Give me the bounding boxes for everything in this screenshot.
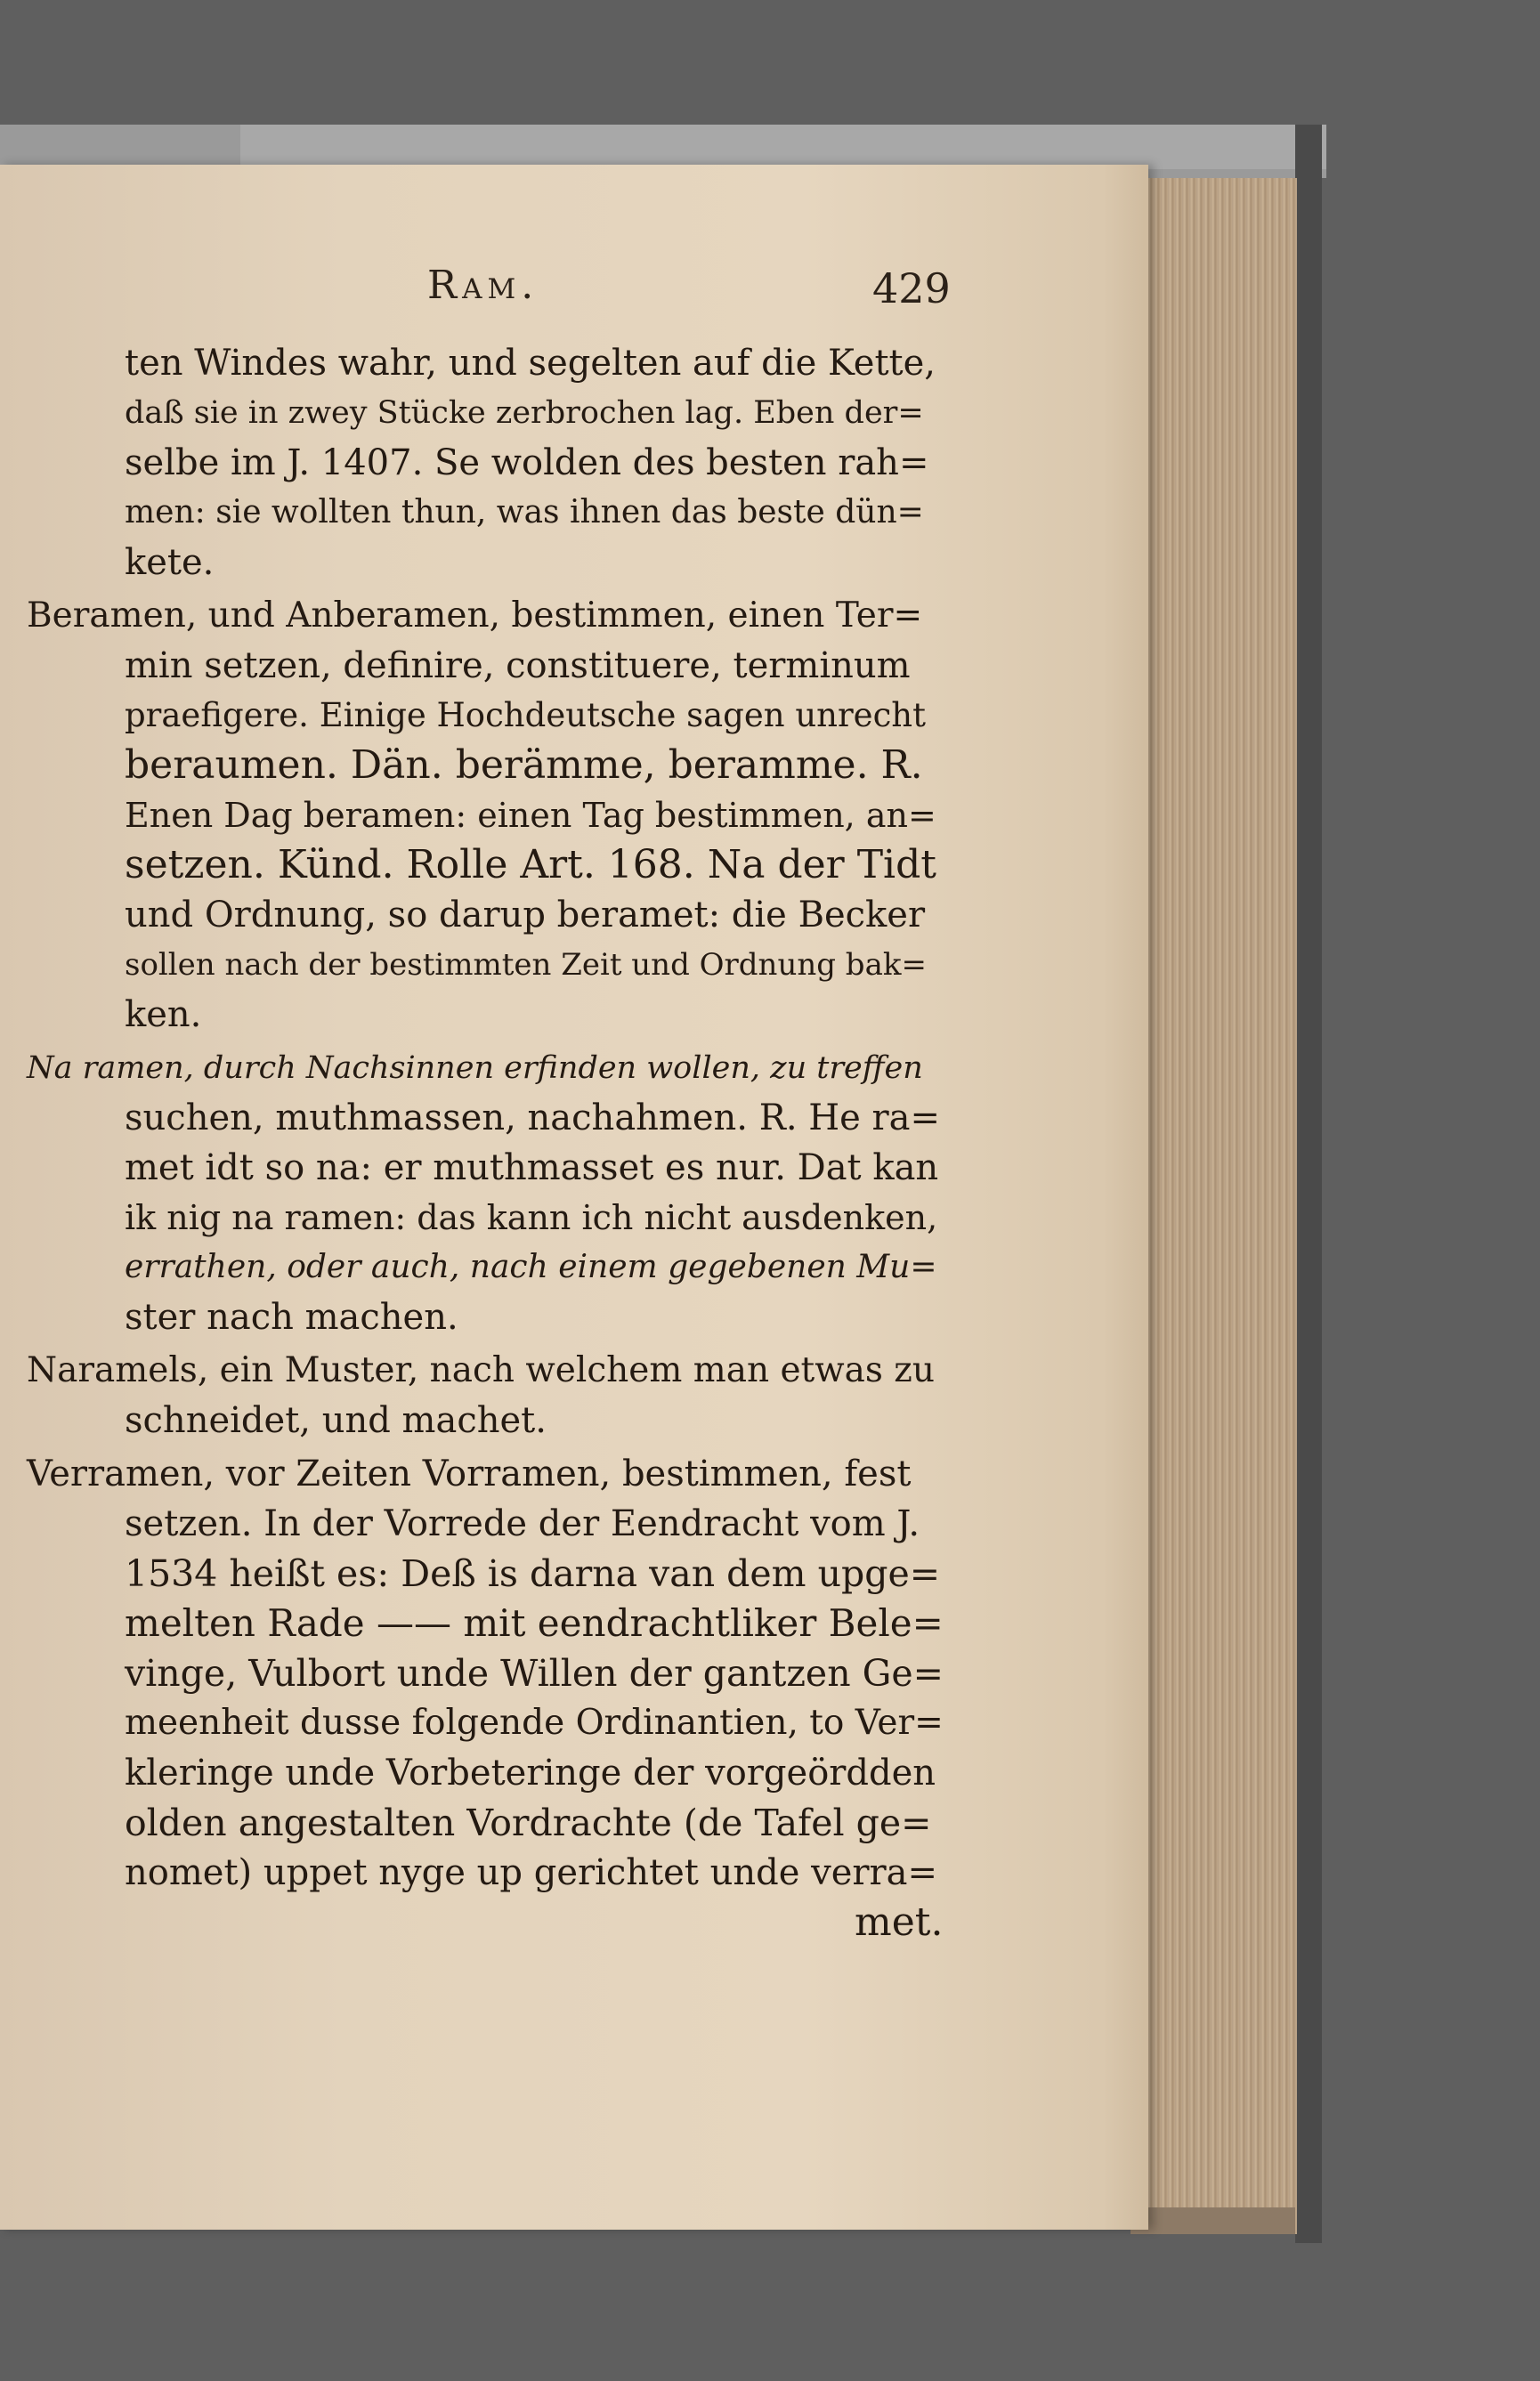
text-line: setzen. Künd. Rolle Art. 168. Na der Tidt (125, 842, 936, 887)
entry-headword-line: Na ramen, durch Nachsinnen erfinden wollen, zu treffen (27, 1050, 923, 1086)
text-line: daß sie in zwey Stücke zerbrochen lag. Eben der= (125, 395, 924, 431)
entry-headword-line: Verramen, vor Zeiten Vorramen, bestimmen, fest (27, 1454, 912, 1494)
text-line: schneidet, und machet. (125, 1400, 547, 1441)
text-line: beraumen. Dän. berämme, beramme. R. (125, 742, 923, 788)
text-line: met idt so na: er muthmasset es nur. Dat kan (125, 1147, 939, 1188)
entry-headword-line: Beramen, und Anberamen, bestimmen, einen Ter= (27, 595, 923, 636)
text-line: met. (855, 1899, 944, 1945)
page-header (0, 263, 1148, 316)
text-line: selbe im J. 1407. Se wolden des besten rah= (125, 442, 929, 483)
text-line: kete. (125, 542, 215, 583)
scan-backdrop-strip (240, 125, 1326, 169)
page-edge-bottom (1131, 2207, 1295, 2234)
text-line: meenheit dusse folgende Ordinantien, to Ver= (125, 1703, 944, 1743)
text-line: Enen Dag beramen: einen Tag bestimmen, an= (125, 796, 936, 835)
running-head: Ram. (427, 263, 539, 308)
text-line: ik nig na ramen: das kann ich nicht ausdenken, (125, 1198, 938, 1237)
text-line: min setzen, definire, constituere, terminum (125, 645, 911, 686)
text-line: olden angestalten Vordrachte (de Tafel ge= (125, 1802, 932, 1844)
text-line: vinge, Vulbort unde Willen der gantzen Ge= (125, 1652, 944, 1695)
text-line: sollen nach der bestimmten Zeit und Ordnung bak= (125, 947, 927, 983)
page-edges (1131, 178, 1297, 2234)
book-binding (1295, 125, 1322, 2243)
text-line: errathen, oder auch, nach einem gegebenen Mu= (125, 1249, 937, 1285)
text-line: praefigere. Einige Hochdeutsche sagen unrecht (125, 696, 926, 734)
page-number: 429 (872, 264, 951, 312)
text-line: 1534 heißt es: Deß is darna van dem upge= (125, 1552, 941, 1595)
text-line: setzen. In der Vorrede der Eendracht vom J. (125, 1503, 920, 1544)
text-line: men: sie wollten thun, was ihnen das beste dün= (125, 494, 924, 530)
text-line: suchen, muthmassen, nachahmen. R. He ra= (125, 1097, 941, 1138)
text-line: und Ordnung, so darup beramet: die Becker (125, 895, 926, 935)
text-line: ster nach machen. (125, 1297, 458, 1338)
text-line: melten Rade —— mit eendrachtliker Bele= (125, 1601, 944, 1645)
text-line: nomet) uppet nyge up gerichtet unde verra= (125, 1852, 937, 1893)
text-line: ken. (125, 994, 202, 1035)
text-line: kleringe unde Vorbeteringe der vorgeördden (125, 1753, 936, 1794)
entry-headword-line: Naramels, ein Muster, nach welchem man etwas zu (27, 1350, 935, 1390)
text-line: ten Windes wahr, und segelten auf die Kette, (125, 343, 936, 384)
